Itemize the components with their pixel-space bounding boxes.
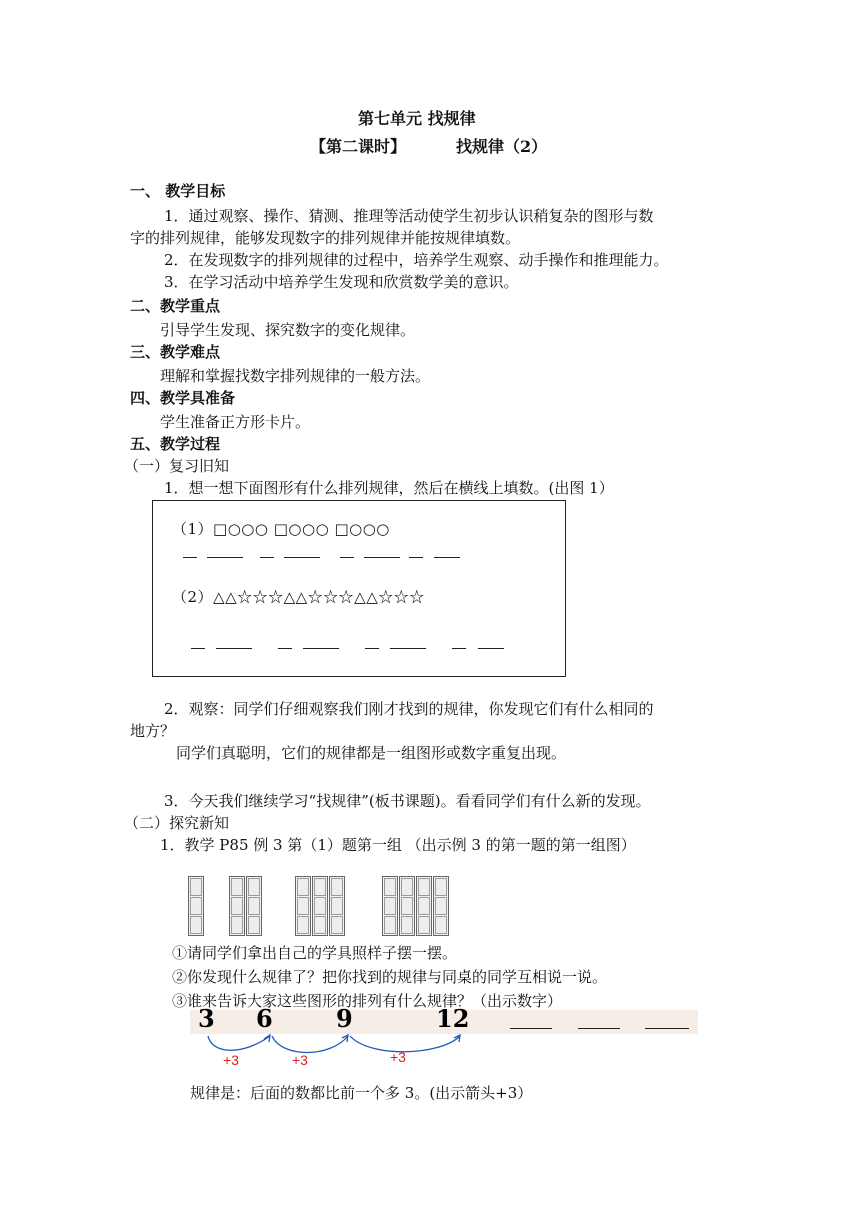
lesson-label: 【第二课时】 <box>310 137 407 156</box>
square-card <box>435 878 447 896</box>
square-card <box>418 916 430 934</box>
sequence-number: 3 <box>198 1004 215 1033</box>
square-card <box>331 878 343 896</box>
blank-line <box>284 557 320 558</box>
square-card <box>314 878 326 896</box>
section-title-objectives: 一、 教学目标 <box>130 182 226 200</box>
square-card <box>248 878 260 896</box>
step-3: ③谁来告诉大家这些图形的排列有什么规律？（出示数字） <box>172 992 563 1010</box>
review-question-1: 1．想一想下面图形有什么排列规律，然后在横线上填数。(出图 1） <box>164 479 614 497</box>
answer-blank <box>645 1028 689 1029</box>
review-question-2a: 2．观察：同学们仔细观察我们刚才找到的规律，你发现它们有什么相同的 <box>164 700 654 718</box>
blank-line <box>207 557 243 558</box>
square-card <box>418 897 430 915</box>
blank-line <box>364 557 400 558</box>
square-card <box>435 897 447 915</box>
square-card <box>190 916 202 934</box>
square-card <box>248 897 260 915</box>
square-card <box>384 916 396 934</box>
key-point-text: 引导学生发现、探究数字的变化规律。 <box>160 321 416 339</box>
square-card <box>401 878 413 896</box>
page-title: 第七单元 找规律 <box>358 109 476 128</box>
review-question-2b: 地方？ <box>130 722 176 740</box>
review-question-3: 3．今天我们继续学习“找规律”(板书课题)。看看同学们有什么新的发现。 <box>164 792 651 810</box>
example-1-text: 1．教学 P85 例 3 第（1）题第一组 （出示例 3 的第一题的第一组图） <box>160 836 636 854</box>
review-answer: 同学们真聪明，它们的规律都是一组图形或数字重复出现。 <box>176 744 567 762</box>
blank-line <box>303 648 339 649</box>
square-card <box>435 916 447 934</box>
square-card <box>331 916 343 934</box>
square-card <box>231 897 243 915</box>
blank-line <box>216 648 252 649</box>
answer-blank <box>578 1028 620 1029</box>
subsection-review: （一）复习旧知 <box>124 457 230 475</box>
blank-line <box>260 557 274 558</box>
step-label: +3 <box>223 1052 239 1068</box>
section-title-difficulties: 三、教学难点 <box>130 343 221 361</box>
subsection-explore: （二）探究新知 <box>124 814 230 832</box>
square-card <box>297 878 309 896</box>
step-label: +3 <box>292 1052 308 1068</box>
square-card <box>231 916 243 934</box>
blank-line <box>478 648 504 649</box>
sequence-number: 12 <box>436 1004 470 1033</box>
rule-text: 规律是：后面的数都比前一个多 3。(出示箭头+3） <box>190 1084 533 1102</box>
step-2: ②你发现什么规律了？把你找到的规律与同桌的同学互相说一说。 <box>172 968 608 986</box>
objective-2: 2．在发现数字的排列规律的过程中，培养学生观察、动手操作和推理能力。 <box>164 251 669 269</box>
square-card <box>231 878 243 896</box>
square-card <box>297 916 309 934</box>
step-label: +3 <box>390 1049 406 1065</box>
blank-line <box>183 557 197 558</box>
square-card <box>384 897 396 915</box>
section-title-materials: 四、教学具准备 <box>130 389 236 407</box>
square-card <box>331 897 343 915</box>
section-title-key-points: 二、教学重点 <box>130 297 221 315</box>
square-card <box>314 897 326 915</box>
square-card <box>384 878 396 896</box>
square-card <box>297 897 309 915</box>
pattern-row-1: （1）□○○○ □○○○ □○○○ <box>172 520 390 538</box>
blank-line <box>390 648 426 649</box>
blank-line <box>409 557 423 558</box>
blank-line <box>191 648 205 649</box>
square-card <box>314 916 326 934</box>
blank-line <box>365 648 379 649</box>
square-card <box>401 916 413 934</box>
arrow-curve <box>208 1036 270 1050</box>
blank-line <box>340 557 354 558</box>
square-card <box>418 878 430 896</box>
blank-line <box>434 557 460 558</box>
sequence-number: 6 <box>256 1004 273 1033</box>
step-1: ①请同学们拿出自己的学具照样子摆一摆。 <box>172 944 458 962</box>
objective-1b: 字的排列规律，能够发现数字的排列规律并能按规律填数。 <box>130 229 521 247</box>
square-card <box>401 897 413 915</box>
materials-text: 学生准备正方形卡片。 <box>160 413 311 431</box>
objective-3: 3．在学习活动中培养学生发现和欣赏数学美的意识。 <box>164 273 519 291</box>
sequence-number: 9 <box>336 1004 353 1033</box>
answer-blank <box>510 1028 552 1029</box>
arrow-curve <box>272 1036 348 1053</box>
blank-line <box>278 648 292 649</box>
square-card <box>248 916 260 934</box>
blank-line <box>452 648 466 649</box>
lesson-subtitle: 找规律（2） <box>456 137 548 156</box>
square-card <box>190 897 202 915</box>
pattern-row-2: （2）△△☆☆☆△△☆☆☆△△☆☆☆ <box>172 588 425 606</box>
square-card <box>190 878 202 896</box>
section-title-process: 五、教学过程 <box>130 435 221 453</box>
difficulty-text: 理解和掌握找数字排列规律的一般方法。 <box>160 367 431 385</box>
objective-1a: 1．通过观察、操作、猜测、推理等活动使学生初步认识稍复杂的图形与数 <box>164 207 654 225</box>
